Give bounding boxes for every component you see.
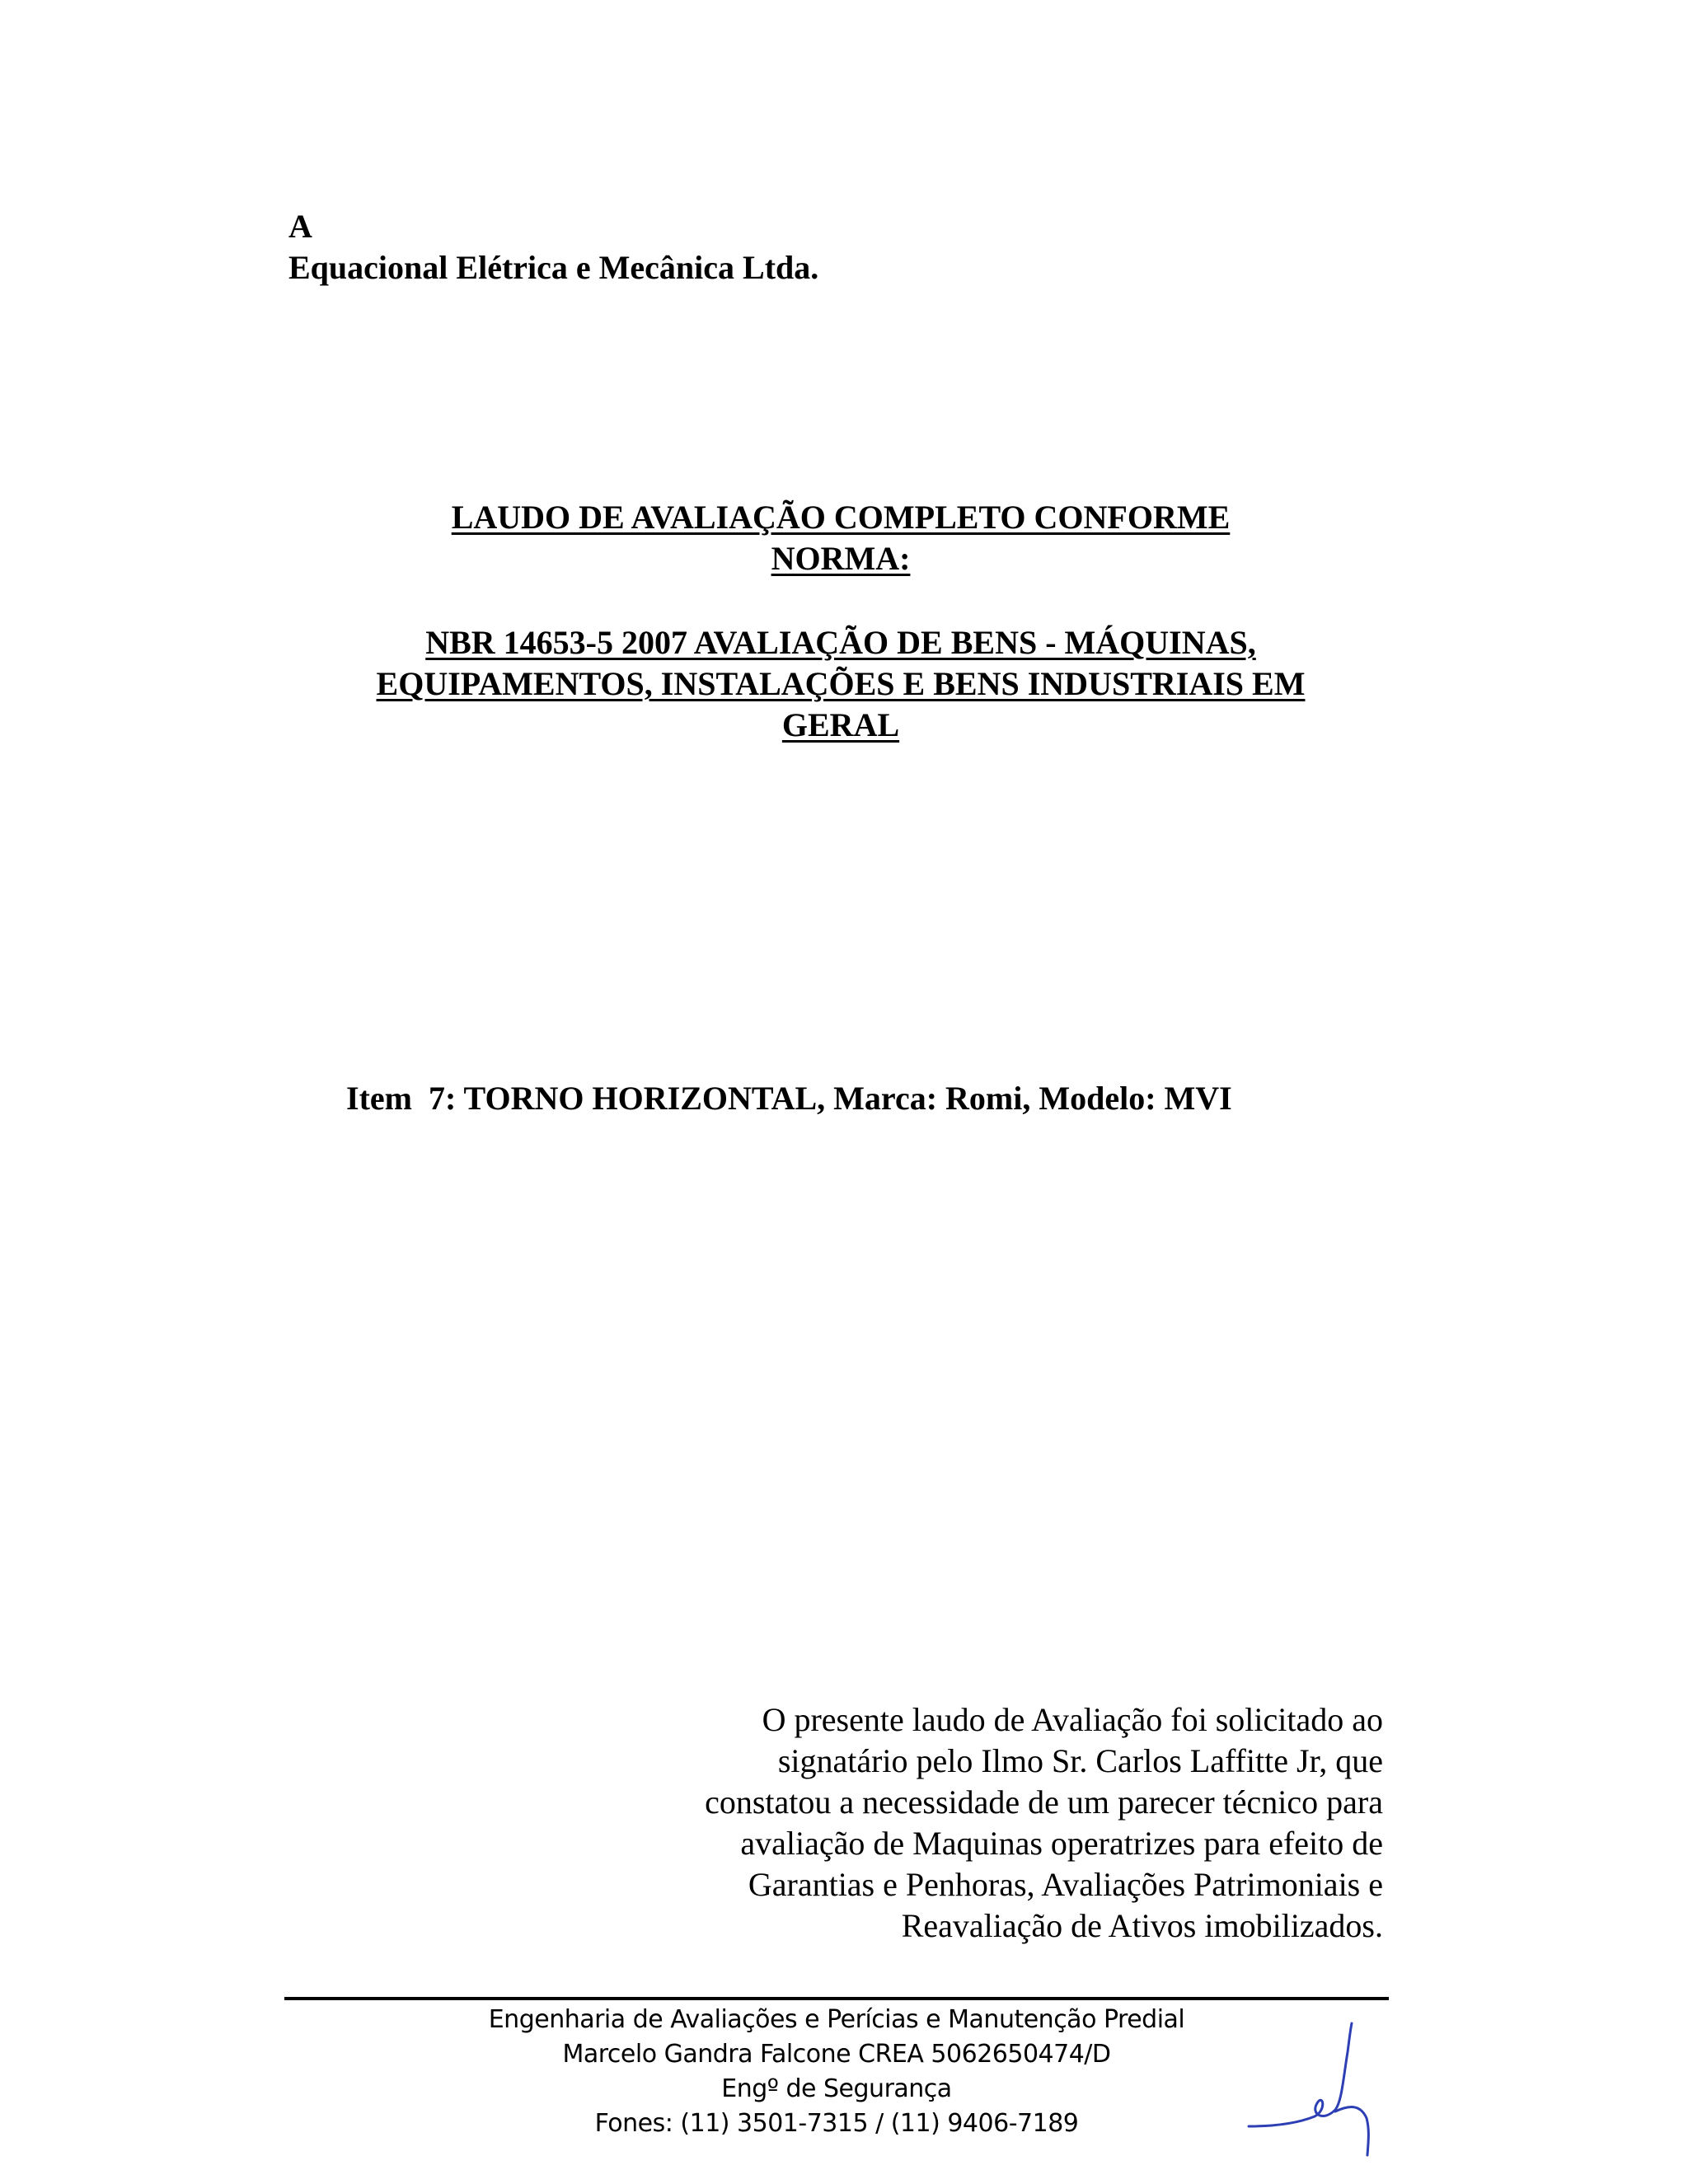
norm-title-line-3: GERAL bbox=[781, 706, 900, 743]
report-title bbox=[305, 497, 1376, 579]
paragraph-line: signatário pelo Ilmo Sr. Carlos Laffitte Jr, que bbox=[777, 1742, 1383, 1779]
paragraph-line: Garantias e Penhoras, Avaliações Patrimoniais e bbox=[748, 1866, 1383, 1903]
signature-icon bbox=[1245, 2011, 1385, 2159]
recipient-company: Equacional Elétrica e Mecânica Ltda. bbox=[288, 249, 819, 286]
paragraph-line: Reavaliação de Ativos imobilizados. bbox=[901, 1907, 1383, 1944]
paragraph-line: constatou a necessidade de um parecer técnico para bbox=[705, 1783, 1383, 1821]
footer-line-company: Engenharia de Avaliações e Perícias e Manutenção Predial bbox=[488, 2005, 1185, 2034]
footer-block bbox=[284, 2003, 1389, 2141]
report-title-line-2: NORMA: bbox=[771, 540, 911, 577]
norm-title bbox=[305, 622, 1376, 746]
report-title-line-1: LAUDO DE AVALIAÇÃO COMPLETO CONFORME bbox=[451, 499, 1231, 536]
item-description: Item 7: TORNO HORIZONTAL, Marca: Romi, Modelo: MVI bbox=[346, 1080, 1232, 1117]
footer-line-engineer: Marcelo Gandra Falcone CREA 5062650474/D bbox=[562, 2040, 1111, 2069]
norm-title-line-2: EQUIPAMENTOS, INSTALAÇÕES E BENS INDUSTRIAIS EM bbox=[376, 665, 1306, 702]
footer-line-phones: Fones: (11) 3501-7315 / (11) 9406-7189 bbox=[594, 2109, 1079, 2138]
paragraph-line: avaliação de Maquinas operatrizes para efeito de bbox=[740, 1825, 1383, 1862]
footer-line-title: Engº de Segurança bbox=[721, 2074, 952, 2103]
recipient-prefix: A bbox=[288, 208, 312, 245]
norm-title-line-1: NBR 14653-5 2007 AVALIAÇÃO DE BENS - MÁQUINAS, bbox=[425, 624, 1256, 661]
recipient-block bbox=[288, 206, 818, 288]
footer-divider bbox=[284, 1997, 1389, 2000]
request-paragraph bbox=[559, 1699, 1383, 1947]
paragraph-line: O presente laudo de Avaliação foi solicitado ao bbox=[762, 1701, 1383, 1738]
